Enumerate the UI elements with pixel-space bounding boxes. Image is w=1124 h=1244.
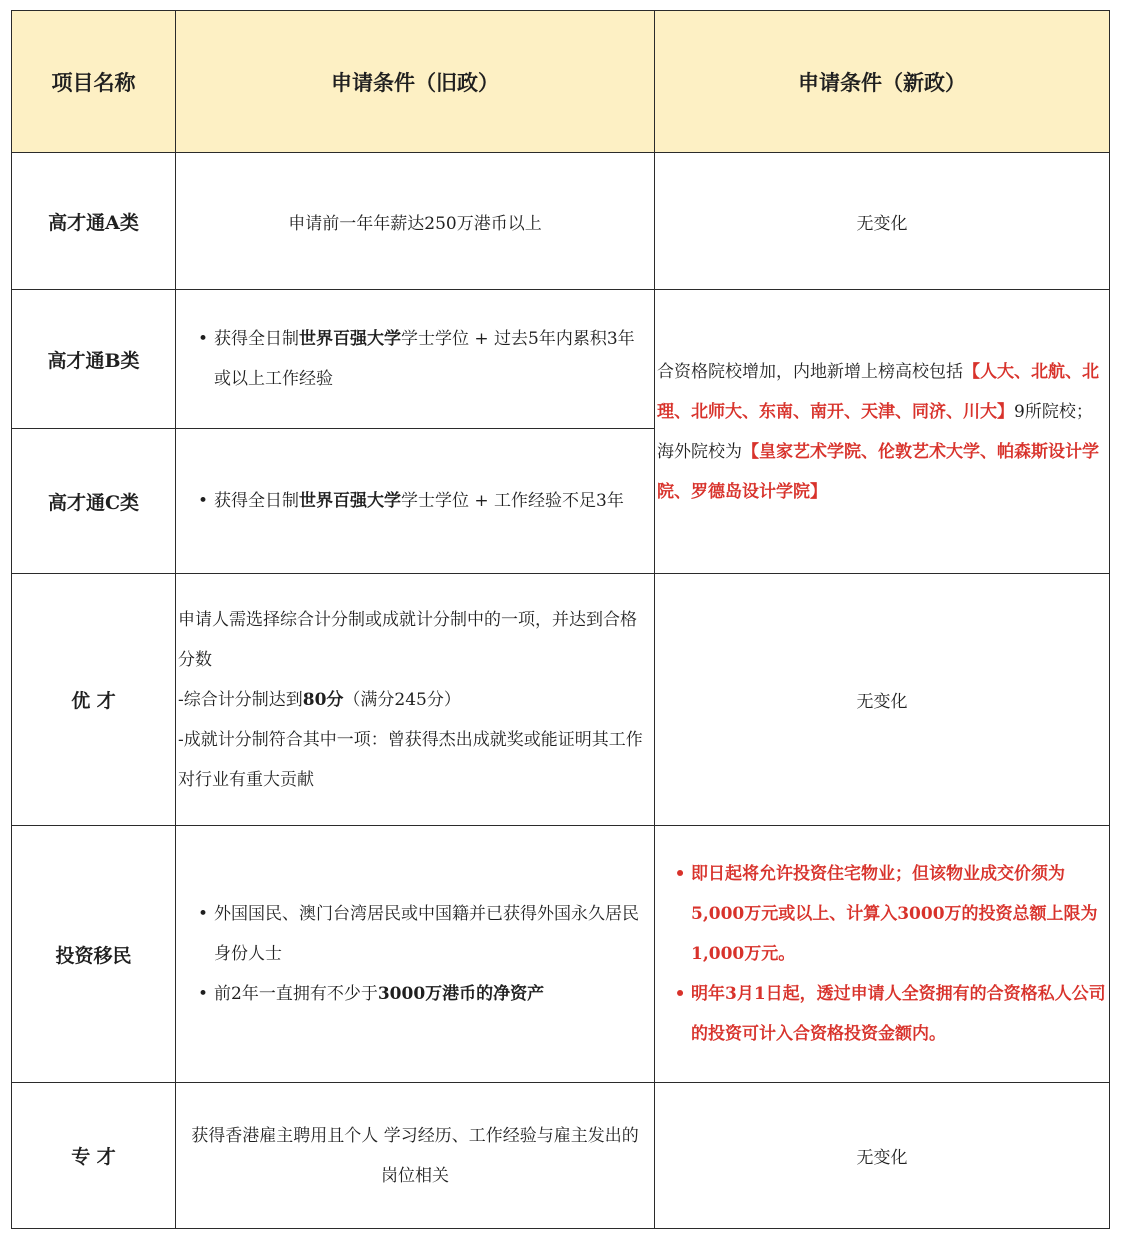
header-row: [12, 11, 1110, 153]
bullet-icon: •: [197, 904, 209, 924]
row-old-c: • 获得全日制世界百强大学学士学位 + 工作经验不足3年: [176, 429, 655, 574]
bullet-icon: •: [674, 864, 686, 884]
bullet-icon: •: [197, 329, 209, 349]
header-old-policy: 申请条件（旧政）: [176, 11, 655, 153]
table-row: [12, 574, 1110, 826]
table-row: [12, 153, 1110, 290]
row-name-youcai: 优 才: [12, 574, 176, 826]
row-old-youcai: 申请人需选择综合计分制或成就计分制中的一项，并达到合格分数 -综合计分制达到80分（满分245分） -成就计分制符合其中一项：曾获得杰出成就奖或能证明其工作对行业有重大贡献: [176, 574, 655, 826]
row-name-zhuancai: 专 才: [12, 1083, 176, 1229]
row-old-b: • 获得全日制世界百强大学学士学位 + 过去5年内累积3年或以上工作经验: [176, 290, 655, 429]
row-new-youcai: 无变化: [655, 574, 1110, 826]
comparison-table: [11, 10, 1110, 1229]
table-row: [12, 290, 1110, 429]
row-name-a: 高才通A类: [12, 153, 176, 290]
row-name-c: 高才通C类: [12, 429, 176, 574]
row-old-zhuancai: 获得香港雇主聘用且个人 学习经历、工作经验与雇主发出的岗位相关: [176, 1083, 655, 1229]
bullet-icon: •: [197, 984, 209, 1004]
header-new-policy: 申请条件（新政）: [655, 11, 1110, 153]
row-old-invest: • 外国国民、澳门台湾居民或中国籍并已获得外国永久居民身份人士 • 前2年一直拥有不少于3000万港币的净资产: [176, 826, 655, 1083]
table-row: [12, 826, 1110, 1083]
row-new-zhuancai: 无变化: [655, 1083, 1110, 1229]
row-old-a: 申请前一年年薪达250万港币以上: [176, 153, 655, 290]
row-new-bc: 合资格院校增加，内地新增上榜高校包括【人大、北航、北理、北师大、东南、南开、天津、同济、川大】9所院校；海外院校为【皇家艺术学院、伦敦艺术大学、帕森斯设计学院、罗德岛设计学院】: [655, 290, 1110, 574]
bullet-icon: •: [674, 984, 686, 1004]
bullet-icon: •: [197, 491, 209, 511]
table-row: [12, 1083, 1110, 1229]
row-new-invest: • 即日起将允许投资住宅物业；但该物业成交价须为5,000万元或以上、计算入3000万的投资总额上限为1,000万元。 • 明年3月1日起，透过申请人全资拥有的合资格私人公司的投资可计入合资格投资金额内。: [655, 826, 1110, 1083]
row-new-a: 无变化: [655, 153, 1110, 290]
header-project-name: 项目名称: [12, 11, 176, 153]
row-name-invest: 投资移民: [12, 826, 176, 1083]
row-name-b: 高才通B类: [12, 290, 176, 429]
